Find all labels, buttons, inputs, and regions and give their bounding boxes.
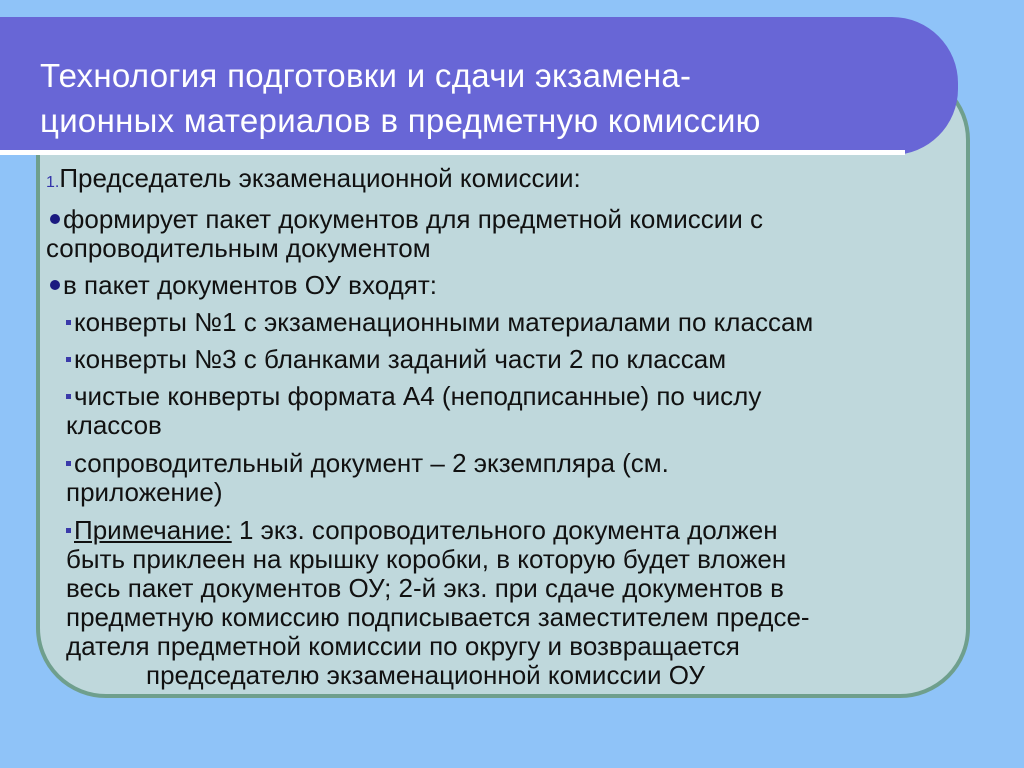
note-label: Примечание: <box>74 515 232 545</box>
title-line-2: ционных материалов в предметную комиссию <box>40 102 761 139</box>
bullet-2-text: в пакет документов ОУ входят: <box>63 270 437 300</box>
title-banner <box>0 17 958 155</box>
note-cont-6 <box>66 661 976 690</box>
item-1-text: Председатель экзаменационной комиссии: <box>59 163 581 193</box>
page-title <box>40 53 761 143</box>
sub-3-line-2: классов <box>66 410 162 440</box>
note-line-6: председателю экзаменационной комиссии ОУ <box>146 660 705 690</box>
sub-2-text: конверты №3 с бланками заданий части 2 по классам <box>74 344 727 374</box>
sub-1-text: конверты №1 с экзаменационными материалами по классам <box>74 307 814 337</box>
sub-list <box>46 308 976 690</box>
square-bullet-icon <box>66 357 71 362</box>
bullet-dot-icon <box>50 280 60 290</box>
sub-3-line-1: чистые конверты формата А4 (неподписанные) по числу <box>74 381 762 411</box>
sub-4-line-1: сопроводительный документ – 2 экземпляра (см. <box>74 448 669 478</box>
note-cont-2 <box>66 545 976 574</box>
bullet-dot-icon <box>50 214 60 224</box>
note-line-4: предметную комиссию подписывается заместителем предсе- <box>66 602 810 632</box>
sub-item-note <box>66 516 976 545</box>
numbered-item-1 <box>46 164 976 197</box>
bullet-item-2 <box>46 271 976 300</box>
sub-item-2 <box>66 345 976 374</box>
square-bullet-icon <box>66 528 71 533</box>
square-bullet-icon <box>66 461 71 466</box>
note-line-3: весь пакет документов ОУ; 2-й экз. при сдаче документов в <box>66 573 784 603</box>
note-line-5: дателя предметной комиссии по округу и возвращается <box>66 631 740 661</box>
bullet-item-1-cont <box>46 234 976 263</box>
item-number: 1. <box>46 174 60 191</box>
square-bullet-icon <box>66 394 71 399</box>
bullet-item-1 <box>46 205 976 234</box>
sub-item-4-cont <box>66 478 976 507</box>
note-cont-3 <box>66 574 976 603</box>
bullet-1-line-2: сопроводительным документом <box>46 233 431 263</box>
sub-4-line-2: приложение) <box>66 477 223 507</box>
note-line-1: 1 экз. сопроводительного документа должен <box>231 515 778 545</box>
bullet-1-line-1: формирует пакет документов для предметной комиссии с <box>63 204 764 234</box>
note-line-2: быть приклеен на крышку коробки, в которую будет вложен <box>66 544 787 574</box>
slide-body <box>46 162 976 690</box>
title-line-1: Технология подготовки и сдачи экзамена- <box>40 57 692 94</box>
title-underline <box>0 150 905 155</box>
sub-item-3-cont <box>66 411 976 440</box>
sub-item-4 <box>66 449 976 478</box>
sub-item-1 <box>66 308 976 337</box>
note-cont-5 <box>66 632 976 661</box>
sub-item-3 <box>66 382 976 411</box>
square-bullet-icon <box>66 320 71 325</box>
note-cont-4 <box>66 603 976 632</box>
